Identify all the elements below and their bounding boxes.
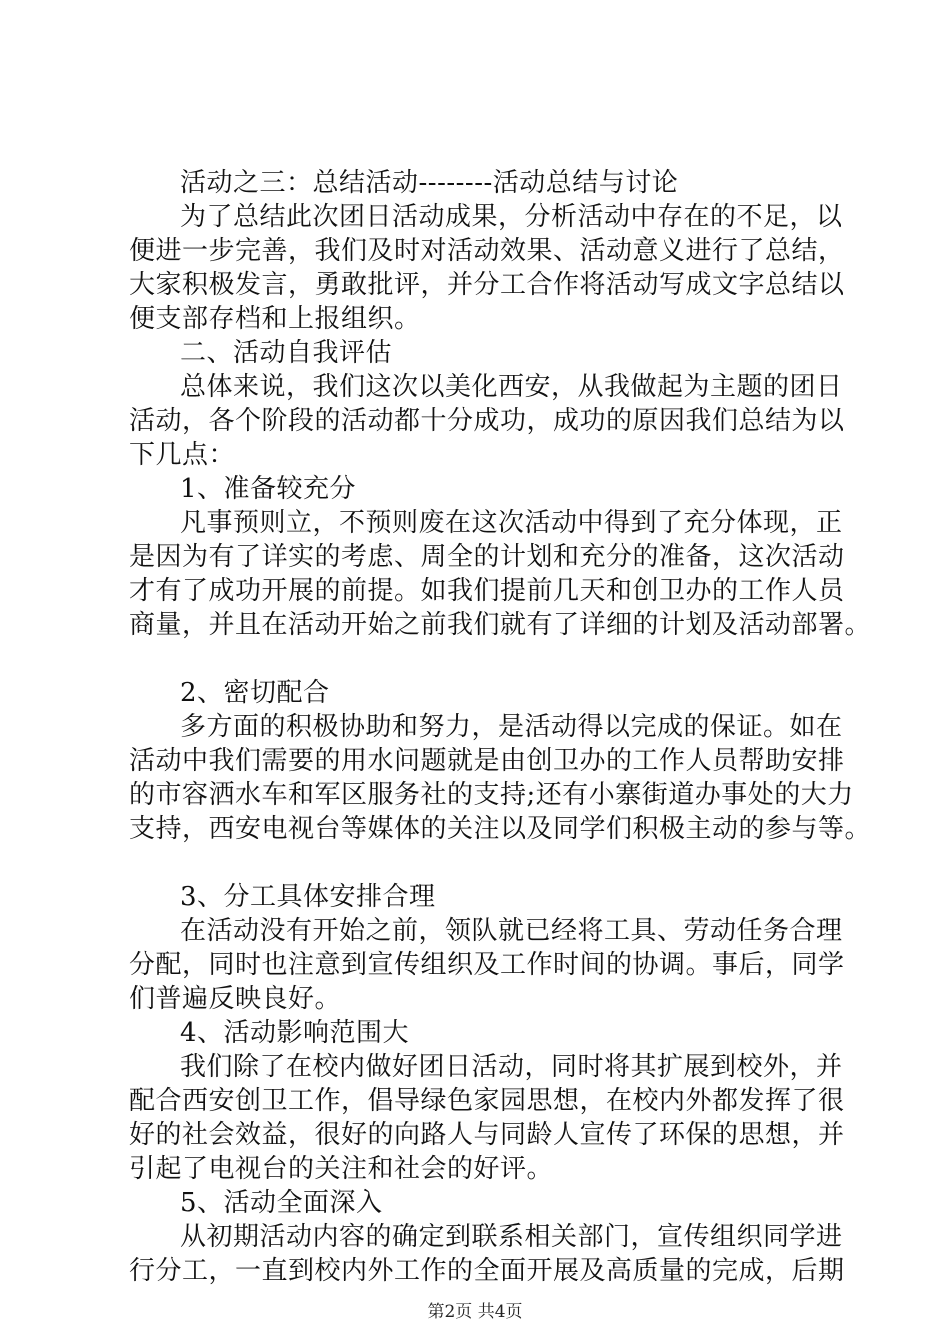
paragraph-line: 行分工，一直到校内外工作的全面开展及高质量的完成，后期 xyxy=(129,1256,845,1286)
subsection-heading: 5、活动全面深入 xyxy=(180,1188,383,1218)
subsection-heading: 1、准备较充分 xyxy=(180,474,357,504)
paragraph-line: 支持，西安电视台等媒体的关注以及同学们积极主动的参与等。 xyxy=(129,814,872,844)
paragraph-line: 引起了电视台的关注和社会的好评。 xyxy=(129,1154,554,1184)
paragraph-line: 才有了成功开展的前提。如我们提前几天和创卫办的工作人员 xyxy=(129,576,845,606)
paragraph-line: 们普遍反映良好。 xyxy=(129,984,342,1014)
paragraph-line: 配合西安创卫工作，倡导绿色家园思想，在校内外都发挥了很 xyxy=(129,1086,845,1116)
paragraph-line: 活动中我们需要的用水问题就是由创卫办的工作人员帮助安排 xyxy=(129,746,845,776)
section-heading: 二、活动自我评估 xyxy=(180,338,393,368)
paragraph-line: 好的社会效益，很好的向路人与同龄人宣传了环保的思想，并 xyxy=(129,1120,845,1150)
paragraph-line: 商量，并且在活动开始之前我们就有了详细的计划及活动部署。 xyxy=(129,610,872,640)
subsection-heading: 3、分工具体安排合理 xyxy=(180,882,436,912)
subsection-heading: 4、活动影响范围大 xyxy=(180,1018,410,1048)
paragraph-line: 大家积极发言，勇敢批评，并分工合作将活动写成文字总结以 xyxy=(129,270,845,300)
paragraph-line: 总体来说，我们这次以美化西安，从我做起为主题的团日 xyxy=(180,372,843,402)
paragraph-line: 从初期活动内容的确定到联系相关部门，宣传组织同学进 xyxy=(180,1222,843,1252)
paragraph-line: 我们除了在校内做好团日活动，同时将其扩展到校外，并 xyxy=(180,1052,843,1082)
paragraph-line: 为了总结此次团日活动成果，分析活动中存在的不足，以 xyxy=(180,202,843,232)
paragraph-line: 分配，同时也注意到宣传组织及工作时间的协调。事后，同学 xyxy=(129,950,845,980)
paragraph-line: 多方面的积极协助和努力，是活动得以完成的保证。如在 xyxy=(180,712,843,742)
paragraph-line: 便支部存档和上报组织。 xyxy=(129,304,421,334)
paragraph-line: 是因为有了详实的考虑、周全的计划和充分的准备，这次活动 xyxy=(129,542,845,572)
paragraph-line: 在活动没有开始之前，领队就已经将工具、劳动任务合理 xyxy=(180,916,843,946)
paragraph-line: 便进一步完善，我们及时对活动效果、活动意义进行了总结， xyxy=(129,236,845,266)
paragraph-line: 下几点： xyxy=(129,440,236,470)
paragraph-line: 活动，各个阶段的活动都十分成功，成功的原因我们总结为以 xyxy=(129,406,845,436)
page-footer: 第2页 共4页 xyxy=(427,1302,523,1322)
paragraph-line: 凡事预则立，不预则废在这次活动中得到了充分体现，正 xyxy=(180,508,843,538)
paragraph-line: 的市容洒水车和军区服务社的支持;还有小寨街道办事处的大力 xyxy=(129,780,854,810)
section-heading: 活动之三：总结活动--------活动总结与讨论 xyxy=(180,168,679,198)
subsection-heading: 2、密切配合 xyxy=(180,678,330,708)
